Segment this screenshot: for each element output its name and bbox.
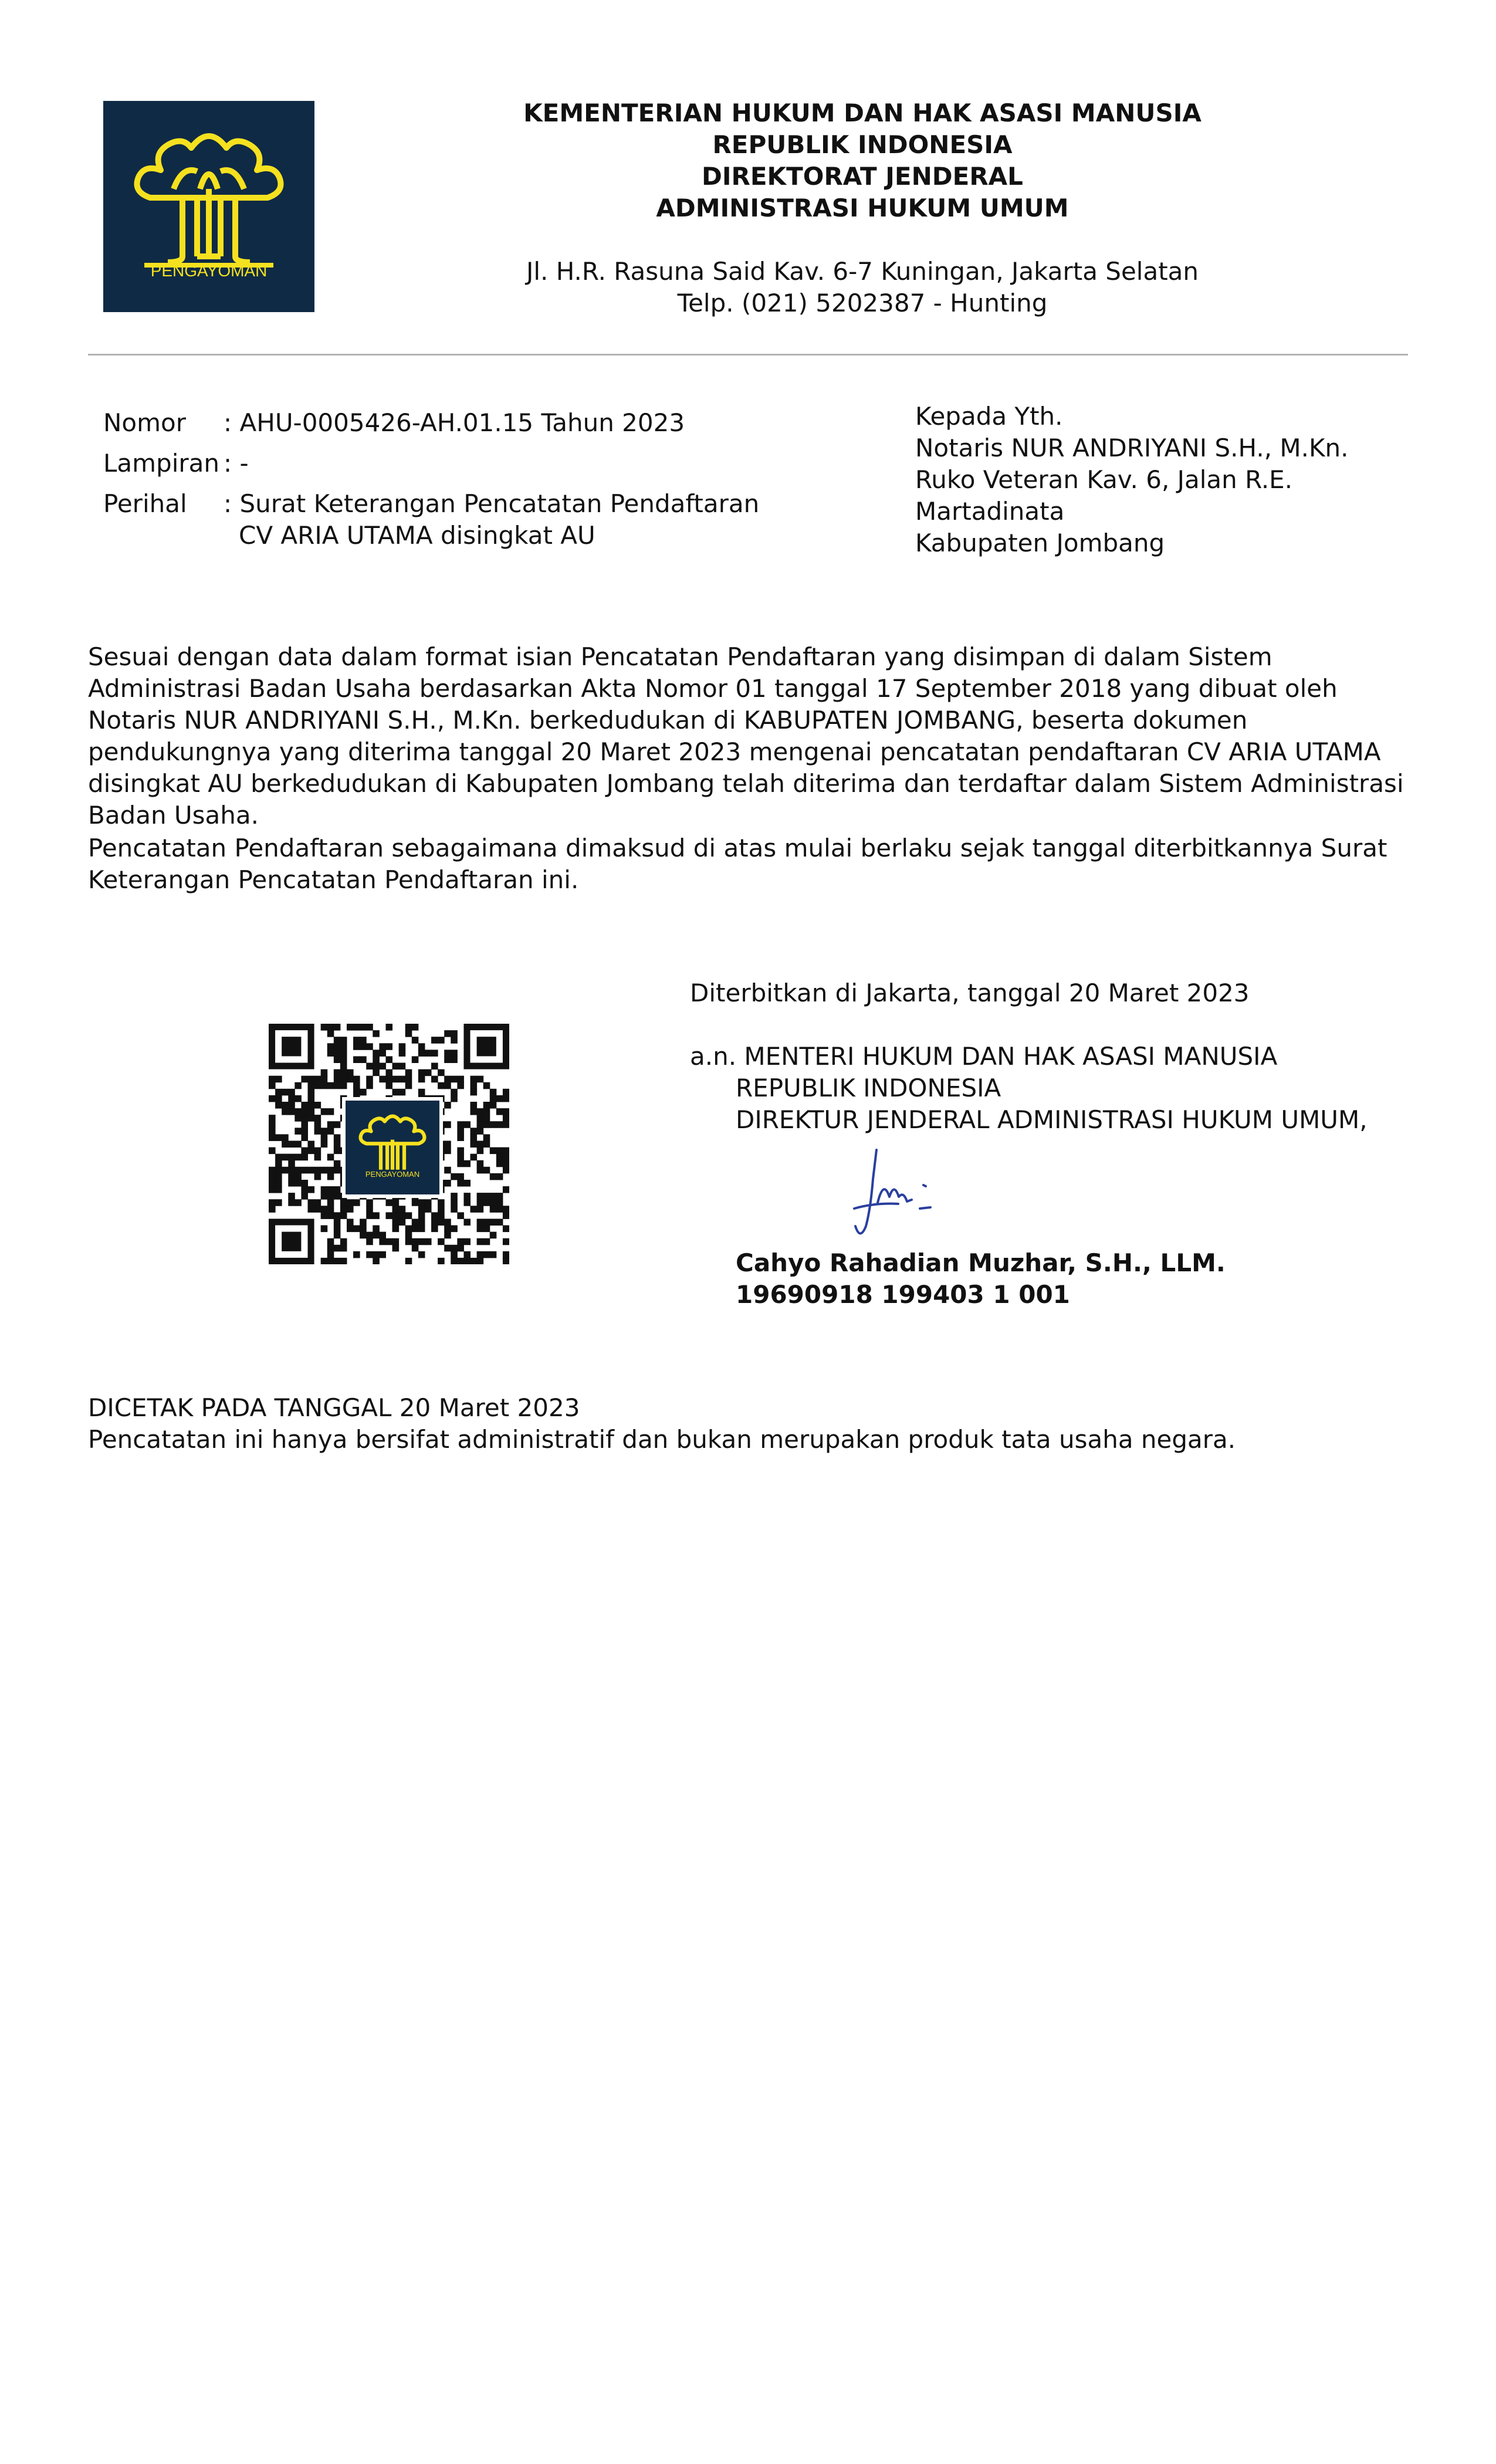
body-paragraph-2: Pencatatan Pendaftaran sebagaimana dimaksud di atas mulai berlaku sejak tanggal diterbitkannya Surat Keterangan Pencatatan Pendaftaran ini. <box>88 834 1387 894</box>
header-divider <box>88 354 1408 356</box>
ministry-logo <box>103 101 314 312</box>
signatory-name: Cahyo Rahadian Muzhar, S.H., LLM. <box>736 1248 1226 1277</box>
meta-row-perihal <box>103 488 866 551</box>
meta-row-nomor <box>103 407 866 439</box>
meta-lampiran-value: : - <box>224 449 249 478</box>
header-line-2: REPUBLIK INDONESIA <box>712 130 1013 159</box>
recipient-line-5: Kabupaten Jombang <box>915 529 1165 557</box>
on-behalf-line-2: REPUBLIK INDONESIA <box>736 1074 1001 1102</box>
meta-row-lampiran <box>103 448 866 479</box>
header-line-3: DIREKTORAT JENDERAL <box>702 162 1023 191</box>
meta-perihal-label: Perihal <box>103 489 187 518</box>
header-phone: Telp. (021) 5202387 - Hunting <box>677 289 1048 317</box>
qr-code <box>269 1024 509 1264</box>
recipient-line-1: Kepada Yth. <box>915 402 1063 431</box>
meta-nomor-value: : AHU-0005426-AH.01.15 Tahun 2023 <box>224 408 685 437</box>
signatory-nip: 19690918 199403 1 001 <box>736 1280 1070 1309</box>
handwritten-signature <box>842 1138 942 1244</box>
meta-lampiran-label: Lampiran <box>103 449 220 478</box>
qr-center-logo <box>342 1097 443 1198</box>
issued-line: Diterbitkan di Jakarta, tanggal 20 Maret 2023 <box>690 979 1250 1007</box>
printed-date: DICETAK PADA TANGGAL 20 Maret 2023 <box>88 1393 580 1422</box>
header-line-4: ADMINISTRASI HUKUM UMUM <box>656 194 1069 222</box>
on-behalf-line-1: a.n. MENTERI HUKUM DAN HAK ASASI MANUSIA <box>690 1042 1278 1071</box>
recipient-line-4: Martadinata <box>915 497 1065 526</box>
signature-block <box>690 977 1394 1311</box>
body-paragraph-1: Sesuai dengan data dalam format isian Pencatatan Pendaftaran yang disimpan di dalam Sistem Administrasi Badan Usaha berdasarkan Akta Nomor 01 tanggal 17 September 2018 yang dibuat oleh Notaris NUR ANDRIYANI S.H., M.Kn. berkedudukan di KABUPATEN JOMBANG, beserta dokumen pendukungnya yang diterima tanggal 20 Maret 2023 mengenai pencatatan pendaftaran CV ARIA UTAMA disingkat AU berkedudukan di Kabupaten Jombang telah diterima dan terdaftar dalam Sistem Administrasi Badan Usaha. <box>88 642 1404 830</box>
letterhead <box>352 97 1373 319</box>
letter-meta <box>103 407 866 560</box>
administrative-note: Pencatatan ini hanya bersifat administratif dan bukan merupakan produk tata usaha negara. <box>88 1425 1236 1454</box>
header-address: Jl. H.R. Rasuna Said Kav. 6-7 Kuningan, Jakarta Selatan <box>526 257 1199 286</box>
meta-perihal-value-1: : Surat Keterangan Pencatatan Pendaftaran <box>224 489 760 518</box>
header-line-1: KEMENTERIAN HUKUM DAN HAK ASASI MANUSIA <box>523 99 1201 127</box>
on-behalf-line-3: DIREKTUR JENDERAL ADMINISTRASI HUKUM UMUM, <box>736 1105 1368 1134</box>
logo-text: PENGAYOMAN <box>150 262 268 280</box>
meta-nomor-label: Nomor <box>103 408 186 437</box>
recipient-line-3: Ruko Veteran Kav. 6, Jalan R.E. <box>915 465 1293 494</box>
qr-logo-text: PENGAYOMAN <box>365 1170 420 1179</box>
pengayoman-tree-small-icon <box>346 1101 439 1194</box>
meta-perihal-value-2: CV ARIA UTAMA disingkat AU <box>239 521 595 550</box>
recipient-block <box>915 401 1396 559</box>
recipient-line-2: Notaris NUR ANDRIYANI S.H., M.Kn. <box>915 434 1349 462</box>
